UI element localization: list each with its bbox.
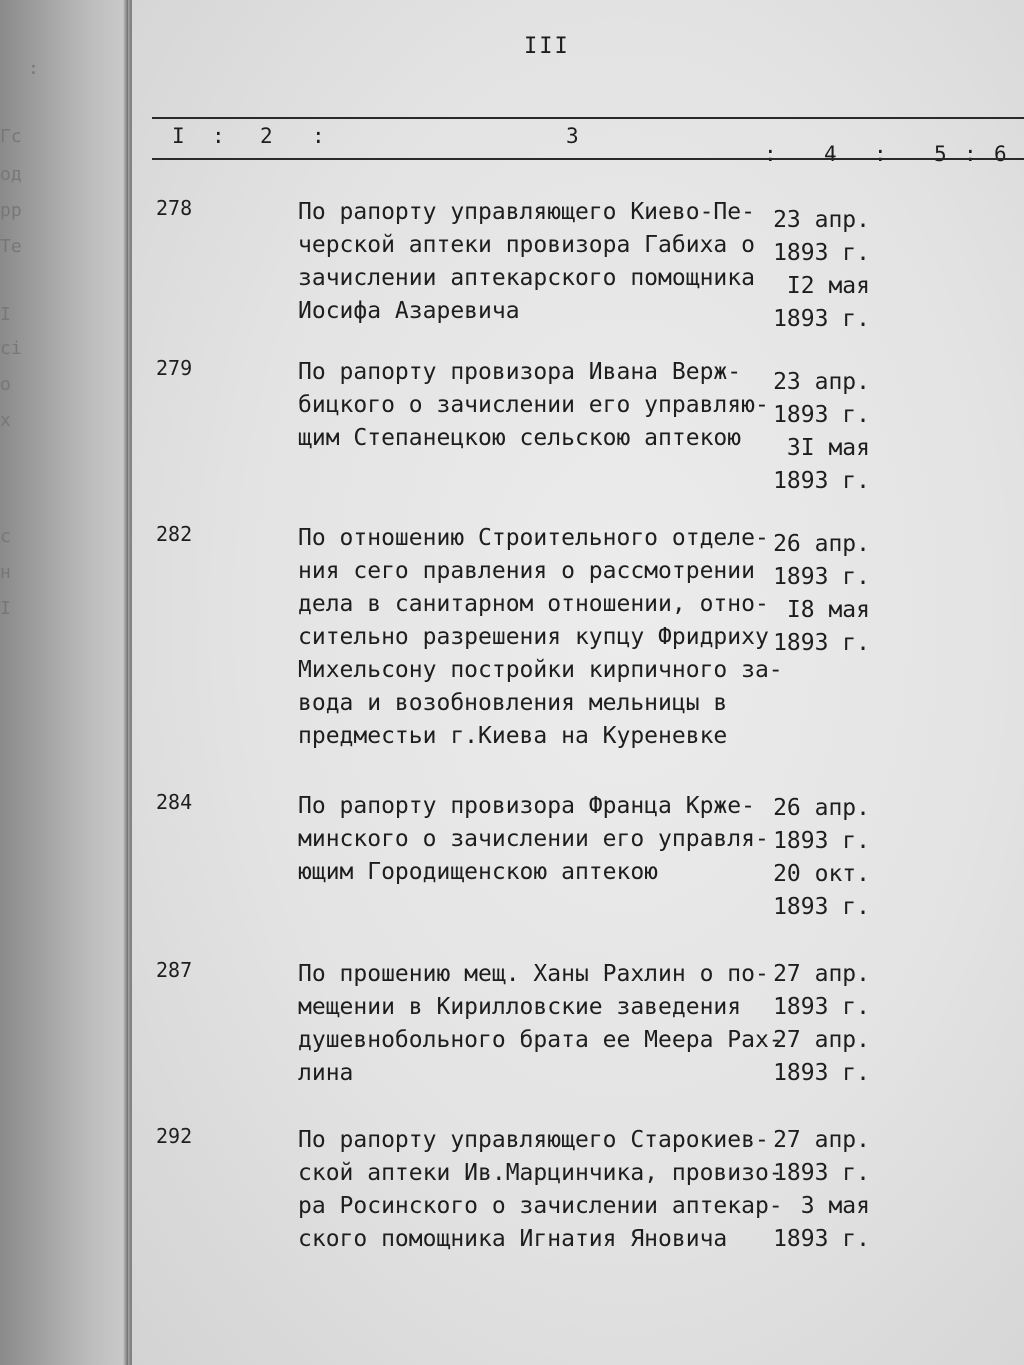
bleed-text: Те [0, 236, 22, 257]
bleed-text: Гс [0, 126, 22, 147]
description-line: По прошению мещ. Ханы Рахлин о по- [298, 961, 769, 987]
date-line: 26 апр. [773, 795, 870, 821]
left-page-edge [0, 0, 128, 1365]
entry-description [298, 790, 778, 889]
entry-description [298, 1124, 783, 1256]
column-header: 6 [994, 142, 1007, 166]
description-line: Иосифа Азаревича [298, 298, 520, 324]
bleed-text: рр [0, 200, 22, 221]
bleed-text: I [0, 598, 11, 619]
column-separator: : [764, 142, 777, 166]
bleed-text: сі [0, 338, 22, 359]
entries-table [132, 0, 1024, 1365]
entry-number: 279 [156, 356, 193, 380]
entry-description [298, 522, 783, 753]
date-line: 26 апр. [773, 531, 870, 557]
bleed-text: н [0, 562, 11, 583]
date-line: 27 апр. [773, 1027, 870, 1053]
column-header: 2 [260, 124, 273, 148]
description-line: душевнобольного брата ее Меера Рах- [298, 1027, 783, 1053]
bleed-text: о [0, 374, 11, 395]
description-line: ющим Городищенскою аптекою [298, 859, 659, 885]
column-separator: : [312, 124, 325, 148]
date-line: 27 апр. [773, 961, 870, 987]
date-line: 1893 г. [773, 402, 870, 428]
date-line: 1893 г. [773, 630, 870, 656]
description-line: вода и возобновления мельницы в [298, 690, 728, 716]
description-line: лина [298, 1060, 354, 1086]
description-line: мещении в Кирилловские заведения [298, 994, 742, 1020]
description-line: ния сего правления о рассмотрении [298, 558, 755, 584]
column-header: 5 [934, 142, 947, 166]
description-line: ского помощника Игнатия Яновича [298, 1226, 728, 1252]
bleed-text: : [28, 58, 39, 79]
entry-dates [770, 528, 870, 660]
date-line: 1893 г. [773, 828, 870, 854]
bleed-text: од [0, 164, 22, 185]
entry-number: 282 [156, 522, 193, 546]
date-line: 23 апр. [773, 369, 870, 395]
description-line: минского о зачислении его управля- [298, 826, 769, 852]
entry-dates [770, 204, 870, 336]
date-line: 20 окт. [773, 861, 870, 887]
column-header: I [172, 124, 185, 148]
date-line: 1893 г. [773, 1060, 870, 1086]
date-line: 1893 г. [773, 306, 870, 332]
entry-number: 287 [156, 958, 193, 982]
date-line: 1893 г. [773, 468, 870, 494]
date-line: I2 мая [786, 273, 870, 299]
description-line: ра Росинского о зачислении аптекар- [298, 1193, 783, 1219]
date-line: 3I мая [786, 435, 870, 461]
date-line: 23 апр. [773, 207, 870, 233]
description-line: бицкого о зачислении его управляю- [298, 392, 769, 418]
description-line: ской аптеки Ив.Марцинчика, провизо- [298, 1160, 783, 1186]
entry-number: 284 [156, 790, 193, 814]
document-page [132, 0, 1024, 1365]
date-line: 1893 г. [773, 1160, 870, 1186]
column-header: 3 [566, 124, 579, 148]
description-line: По рапорту провизора Франца Крже- [298, 793, 755, 819]
date-line: 1893 г. [773, 894, 870, 920]
description-line: По рапорту управляющего Старокиев- [298, 1127, 769, 1153]
description-line: По рапорту управляющего Киево-Пе- [298, 199, 755, 225]
description-line: По отношению Строительного отделе- [298, 525, 769, 551]
bleed-text: с [0, 526, 11, 547]
entry-dates [770, 958, 870, 1090]
date-line: I8 мая [786, 597, 870, 623]
date-line: 3 мая [800, 1193, 870, 1219]
column-separator: : [874, 142, 887, 166]
description-line: щим Степанецкою сельскою аптекою [298, 425, 742, 451]
date-line: 1893 г. [773, 1226, 870, 1252]
column-separator: : [964, 142, 977, 166]
entry-number: 278 [156, 196, 193, 220]
entry-dates [770, 792, 870, 924]
description-line: черской аптеки провизора Габиха о [298, 232, 755, 258]
entry-description [298, 196, 778, 328]
column-separator: : [212, 124, 225, 148]
description-line: сительно разрешения купцу Фридриху [298, 624, 769, 650]
description-line: дела в санитарном отношении, отно- [298, 591, 769, 617]
entry-description [298, 356, 778, 455]
date-line: 1893 г. [773, 994, 870, 1020]
description-line: предместьи г.Киева на Куреневке [298, 723, 728, 749]
description-line: Михельсону постройки кирпичного за- [298, 657, 783, 683]
entry-number: 292 [156, 1124, 193, 1148]
bleed-text: I [0, 304, 11, 325]
date-line: 1893 г. [773, 240, 870, 266]
column-header: 4 [824, 142, 837, 166]
description-line: По рапорту провизора Ивана Верж- [298, 359, 742, 385]
entry-dates [770, 366, 870, 498]
entry-dates [770, 1124, 870, 1256]
date-line: 27 апр. [773, 1127, 870, 1153]
entry-description [298, 958, 783, 1090]
description-line: зачислении аптекарского помощника [298, 265, 755, 291]
bleed-text: х [0, 410, 11, 431]
page-number: III [524, 34, 570, 59]
date-line: 1893 г. [773, 564, 870, 590]
